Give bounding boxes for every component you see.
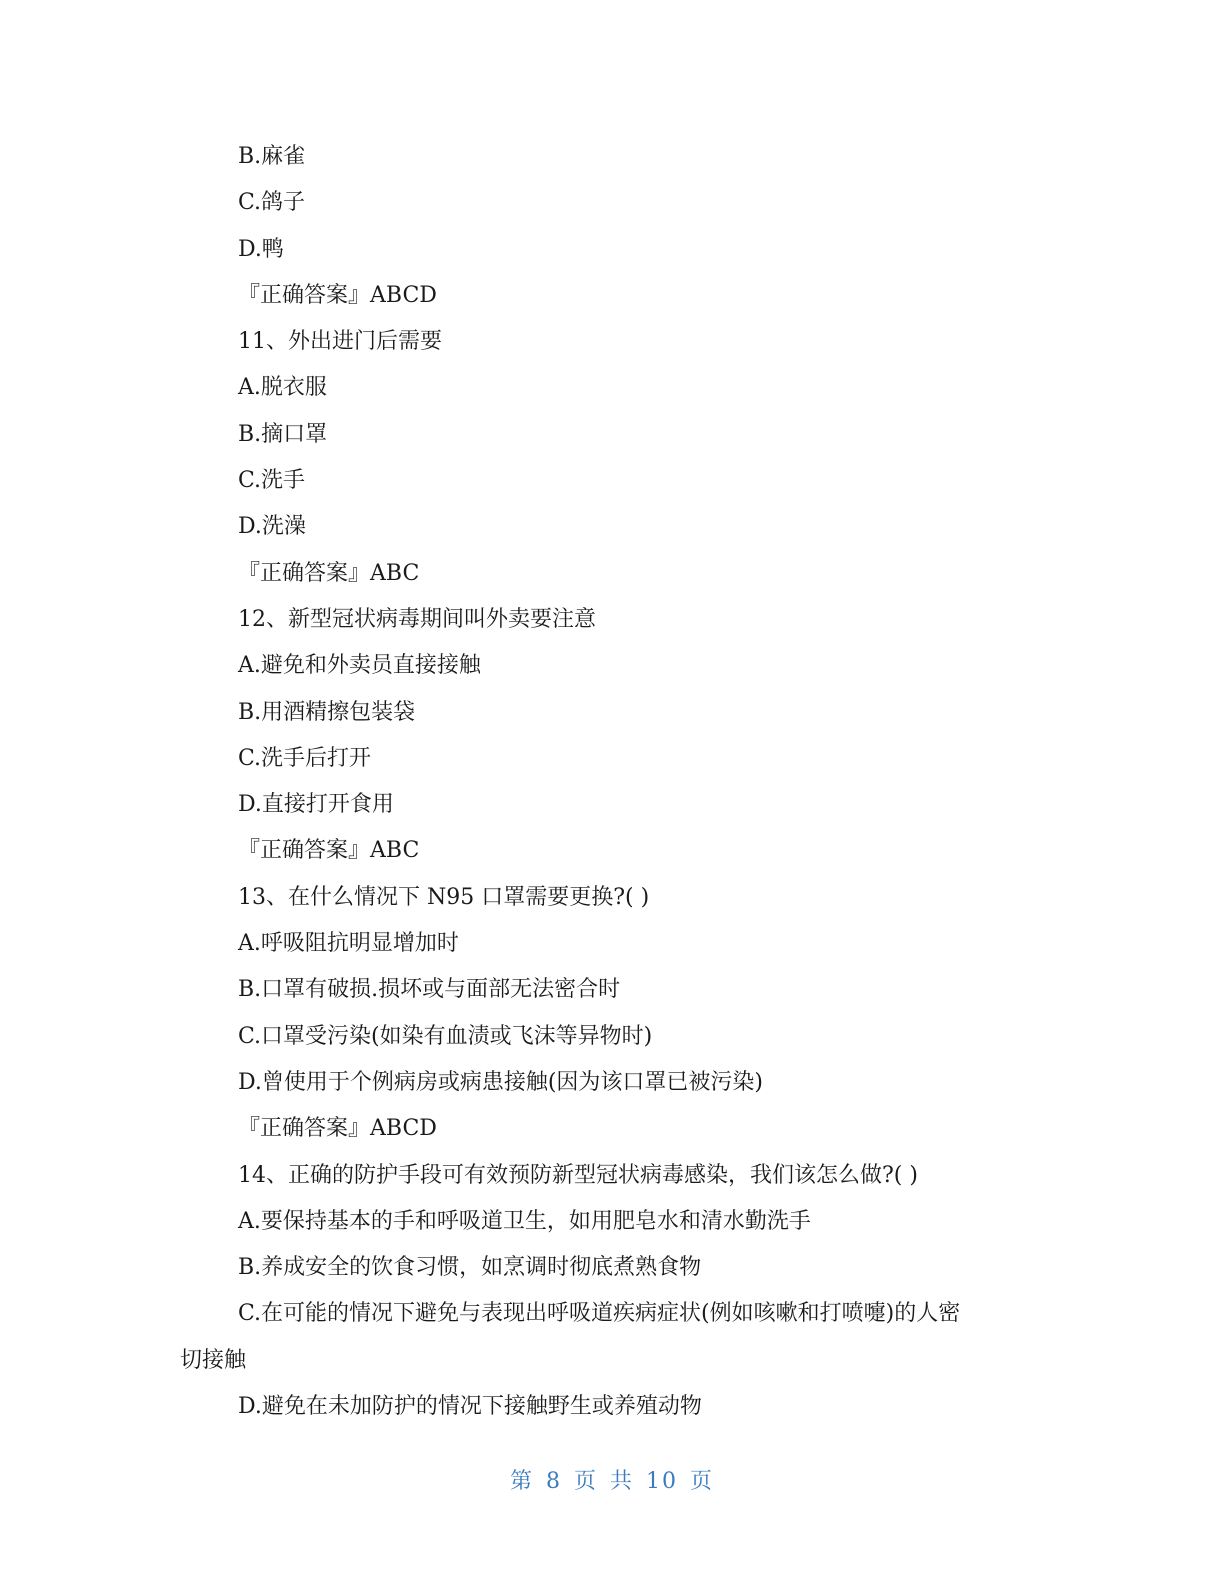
option-line: A.避免和外卖员直接接触 [238,653,481,679]
footer-total-pages: 10 [646,1469,679,1494]
option-line: C.在可能的情况下避免与表现出呼吸道疾病症状(例如咳嗽和打喷嚏)的人密 [238,1301,961,1327]
option-line: C.口罩受污染(如染有血渍或飞沫等异物时) [238,1023,653,1049]
option-line: D.直接打开食用 [238,792,394,818]
option-line: C.洗手 [238,468,306,494]
document-body [180,134,1040,1430]
footer-current-page: 8 [545,1469,562,1494]
option-line: A.呼吸阻抗明显增加时 [238,931,459,957]
option-line: D.避免在未加防护的情况下接触野生或养殖动物 [238,1394,702,1420]
question-line: 14、正确的防护手段可有效预防新型冠状病毒感染，我们该怎么做?( ) [238,1162,918,1188]
option-line: C.洗手后打开 [238,745,372,771]
answer-line: 『正确答案』ABC [238,838,420,864]
question-line: 11、外出进门后需要 [238,329,442,355]
option-line: D.曾使用于个例病房或病患接触(因为该口罩已被污染) [238,1069,764,1095]
option-line: B.摘口罩 [238,421,328,447]
footer-label-page: 第 [509,1469,534,1494]
page-footer [0,1464,1224,1495]
footer-label-total-unit: 页 [690,1469,715,1494]
answer-line: 『正确答案』ABC [238,560,420,586]
option-line-continuation: 切接触 [180,1347,247,1373]
option-line: D.鸭 [238,236,284,262]
option-line: A.要保持基本的手和呼吸道卫生，如用肥皂水和清水勤洗手 [238,1208,811,1234]
question-line: 12、新型冠状病毒期间叫外卖要注意 [238,606,596,632]
option-line: B.用酒精擦包装袋 [238,699,416,725]
footer-label-total: 共 [610,1469,635,1494]
option-line: B.麻雀 [238,144,306,169]
option-line: B.养成安全的饮食习惯，如烹调时彻底煮熟食物 [238,1255,702,1281]
answer-line: 『正确答案』ABCD [238,1116,437,1142]
option-line: D.洗澡 [238,514,306,540]
option-line: A.脱衣服 [238,375,327,401]
option-line: C.鸽子 [238,190,306,216]
footer-label-page-unit: 页 [573,1469,598,1494]
question-line: 13、在什么情况下 N95 口罩需要更换?( ) [238,884,650,910]
answer-line: 『正确答案』ABCD [238,282,437,308]
option-line: B.口罩有破损.损坏或与面部无法密合时 [238,977,621,1003]
